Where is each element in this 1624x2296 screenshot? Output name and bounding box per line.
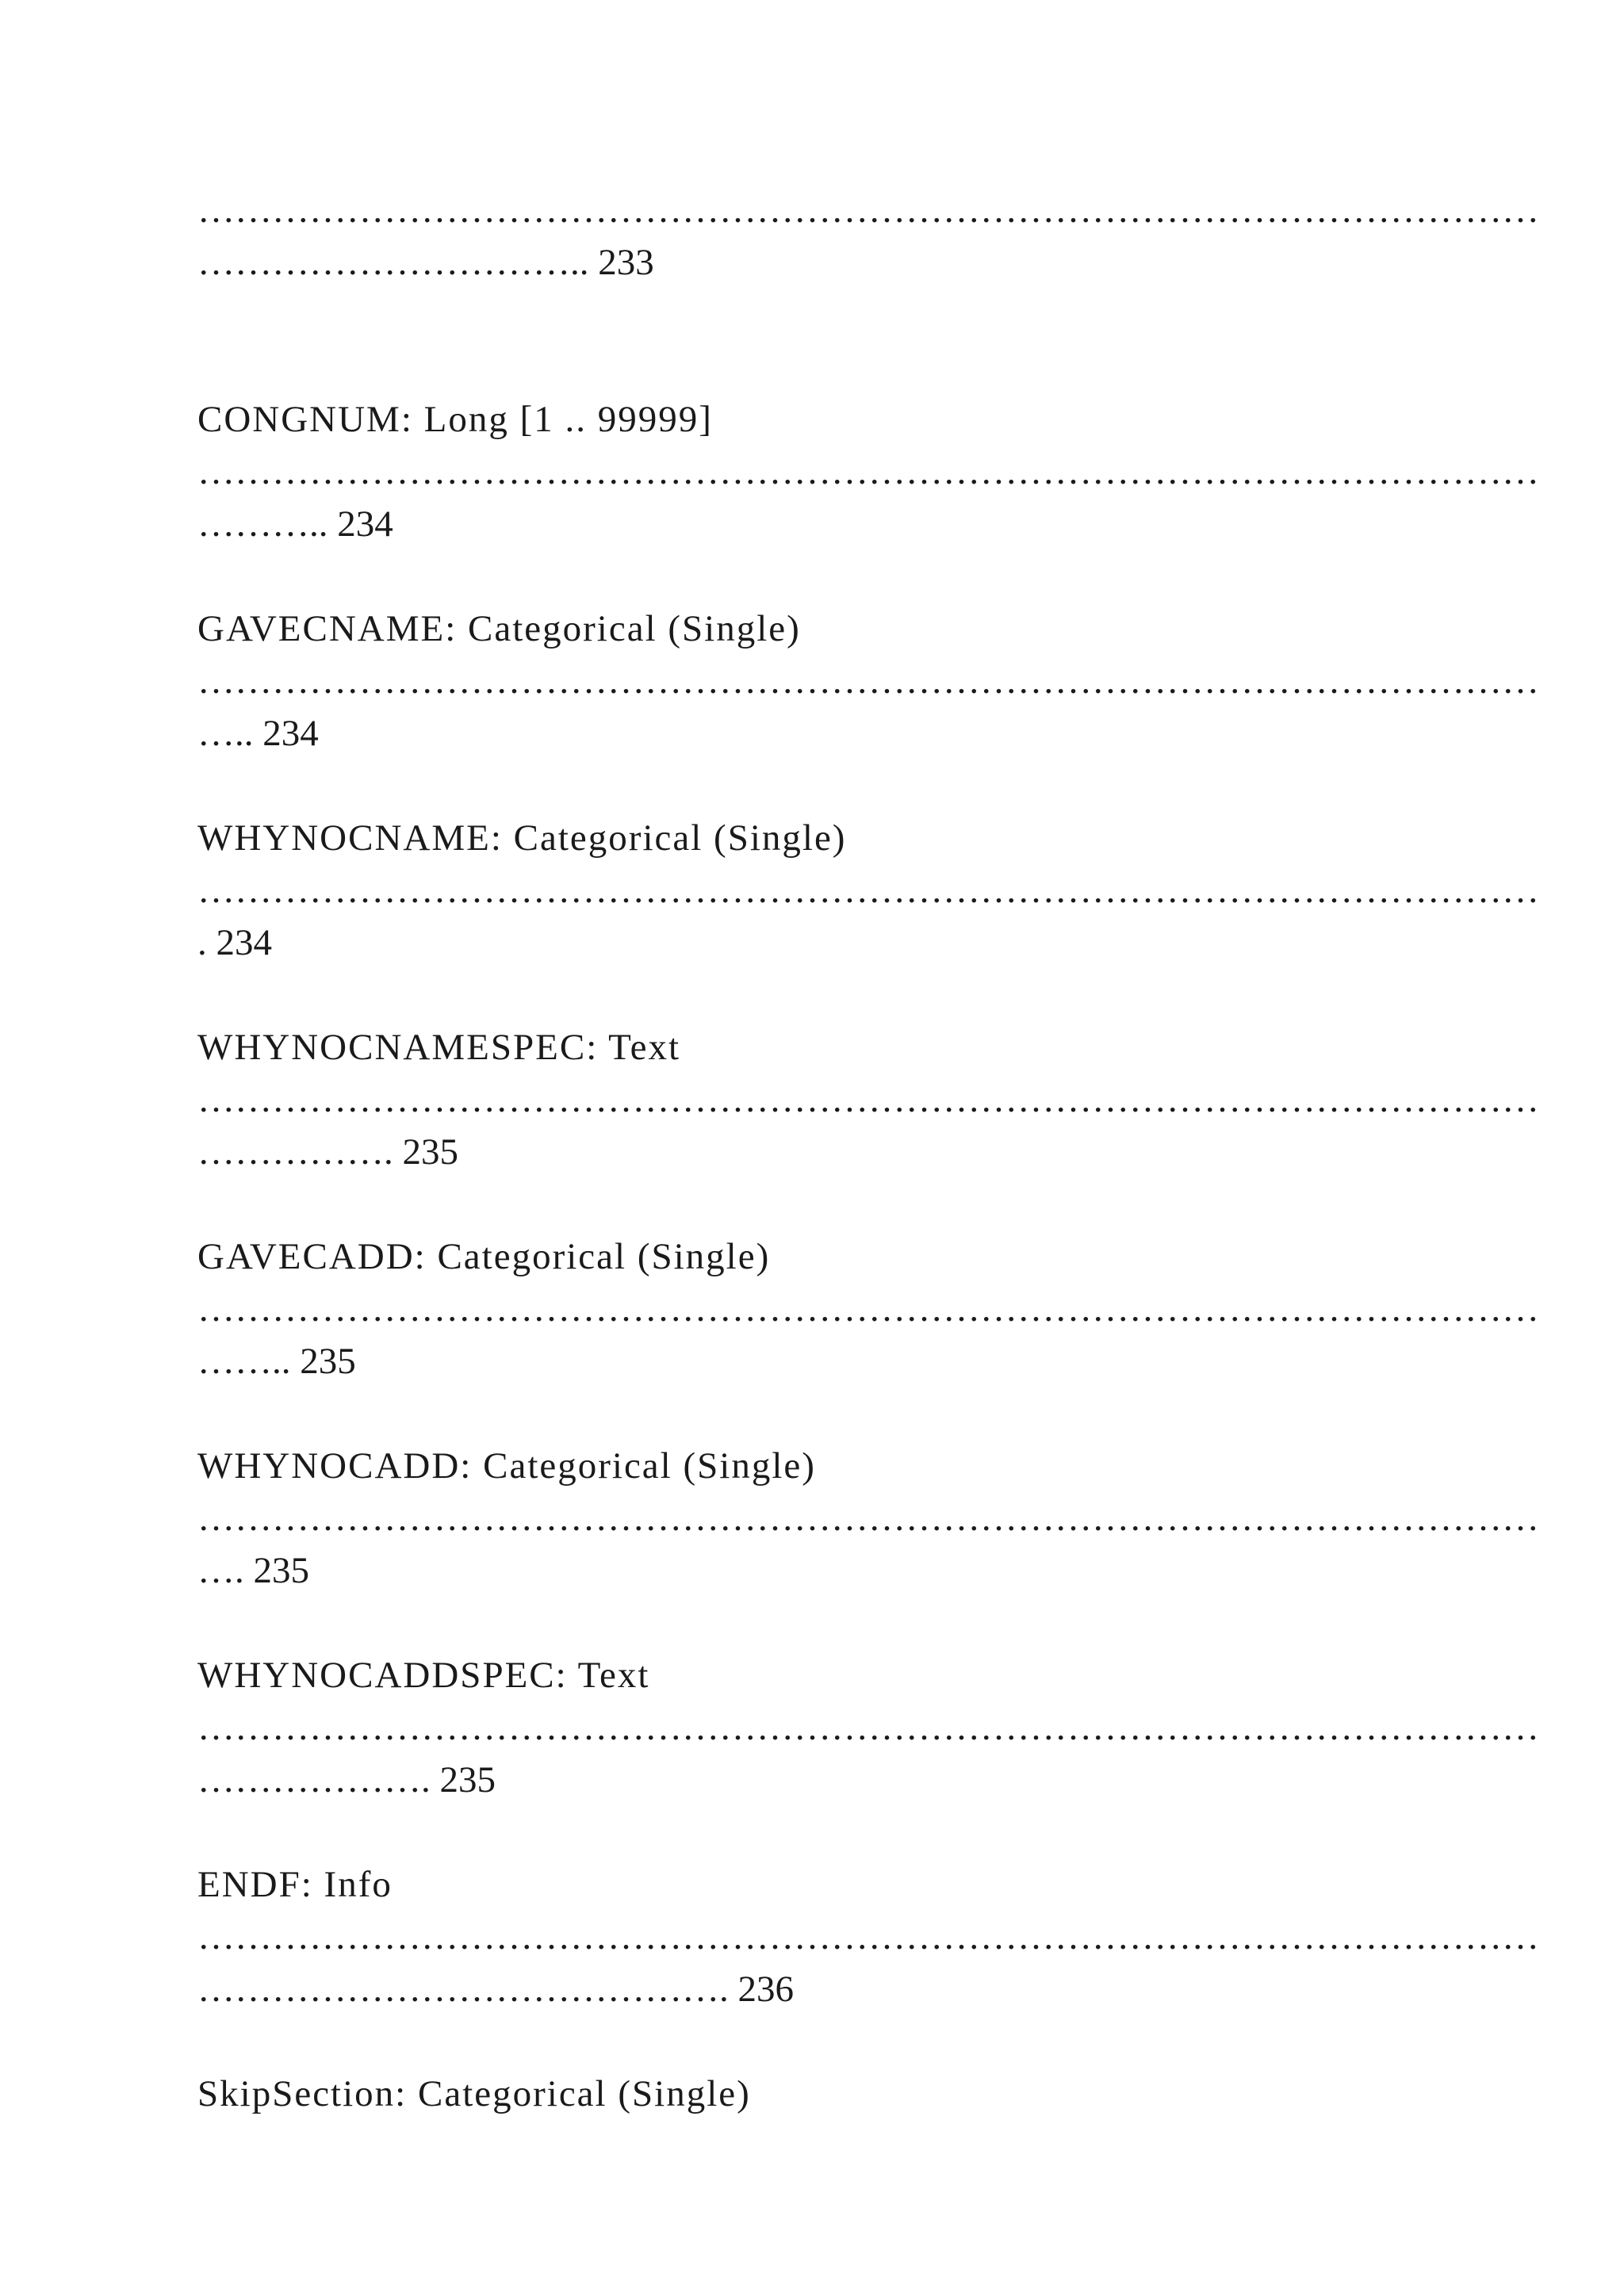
toc-leader-line: ……………………………………………………………………………………………… xyxy=(197,1079,1539,1120)
toc-entry xyxy=(197,2068,1434,2120)
toc-entry-title: CONGNUM: Long [1 .. 99999] xyxy=(197,399,713,440)
toc-entry xyxy=(197,1230,1539,1387)
table-of-contents xyxy=(197,184,1539,2120)
toc-entry-title: WHYNOCADDSPEC: Text xyxy=(197,1655,650,1696)
toc-leader-page-number: ….. 234 xyxy=(197,713,319,754)
toc-entry-title: GAVECNAME: Categorical (Single) xyxy=(197,608,801,649)
toc-leader-line: ……………………………………………………………………………………………… xyxy=(197,1288,1539,1330)
toc-leader-page-number: ………………. 235 xyxy=(197,1759,496,1800)
toc-entry-title: ENDF: Info xyxy=(197,1864,393,1905)
toc-leader-line: ……………………………………………………………………………………………… xyxy=(197,451,1539,492)
toc-leader-page-number: ……………………………………. 236 xyxy=(197,1969,794,2010)
toc-leader-page-number: . 234 xyxy=(197,922,272,963)
toc-leader-line: ……………………………………………………………………………………………… xyxy=(197,1498,1539,1539)
toc-leader-line: ……………………………………………………………………………………………… xyxy=(197,870,1539,911)
toc-leader-line: ……………………………………………………………………………………………… xyxy=(197,189,1539,231)
toc-entry xyxy=(197,184,1539,289)
toc-leader-page-number: ………………………….. 233 xyxy=(197,242,654,283)
toc-entry-title: GAVECADD: Categorical (Single) xyxy=(197,1236,771,1277)
toc-entry-title: WHYNOCNAME: Categorical (Single) xyxy=(197,817,847,859)
toc-entry xyxy=(197,1649,1539,1806)
toc-entry xyxy=(197,1440,1539,1597)
toc-leader-page-number: ……………. 235 xyxy=(197,1131,458,1173)
toc-entry xyxy=(197,603,1539,760)
toc-leader-line: ……………………………………………………………………………………………… xyxy=(197,1916,1539,1957)
toc-entry-title: SkipSection: Categorical (Single) xyxy=(197,2073,751,2114)
toc-entry xyxy=(197,812,1539,969)
toc-leader-page-number: ……….. 234 xyxy=(197,503,393,545)
toc-entry-title: WHYNOCADD: Categorical (Single) xyxy=(197,1445,816,1487)
toc-entry xyxy=(197,1021,1539,1178)
toc-entry xyxy=(197,393,1539,550)
toc-leader-page-number: …. 235 xyxy=(197,1550,309,1591)
toc-leader-line: ……………………………………………………………………………………………… xyxy=(197,660,1539,702)
toc-leader-line: ……………………………………………………………………………………………… xyxy=(197,1707,1539,1748)
toc-entry xyxy=(197,1858,1539,2015)
toc-entry-title: WHYNOCNAMESPEC: Text xyxy=(197,1027,681,1068)
toc-leader-page-number: …….. 235 xyxy=(197,1341,356,1382)
